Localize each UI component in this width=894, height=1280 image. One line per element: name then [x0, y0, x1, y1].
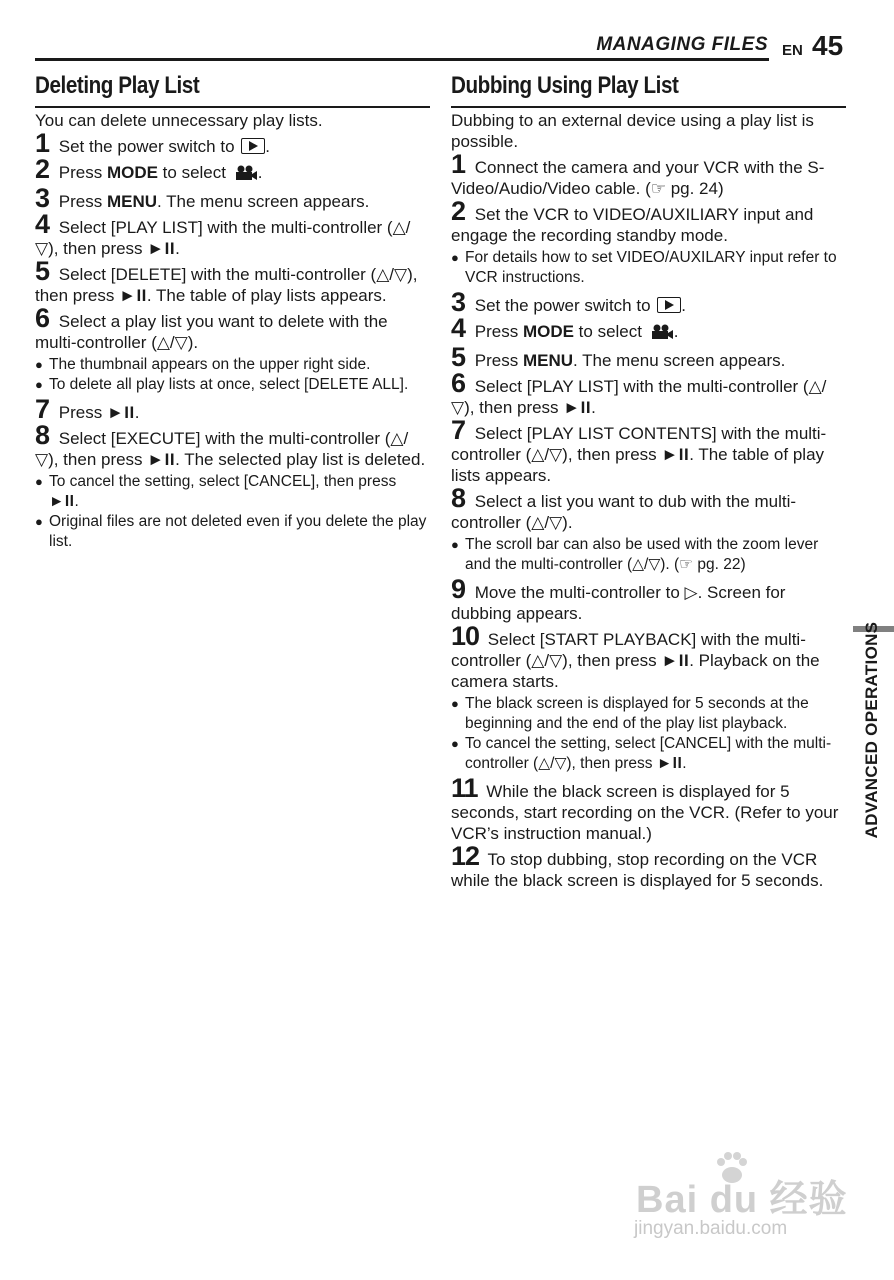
- step-text: Set the VCR to VIDEO/AUXILIARY input and engage the recording standby mode.: [451, 205, 814, 245]
- play-pause-icon: ►II: [563, 398, 592, 417]
- bullet-icon: ●: [35, 377, 43, 392]
- step-number: 11: [451, 773, 478, 803]
- column-title: Deleting Play List: [35, 72, 200, 99]
- step-text: Set the power switch to: [58, 137, 235, 156]
- step-2: [451, 196, 846, 246]
- step-number: 9: [451, 574, 467, 604]
- step-4: [451, 313, 846, 345]
- step-number: 4: [35, 209, 51, 239]
- step-text-end: .: [134, 403, 140, 422]
- menu-button-label: MENU: [106, 192, 158, 211]
- play-pause-icon: ►II: [49, 493, 75, 510]
- title-rule: [35, 106, 430, 108]
- step-number: 8: [451, 483, 467, 513]
- step-number: 3: [35, 183, 51, 213]
- menu-button-label: MENU: [522, 351, 574, 370]
- step-7: [35, 394, 430, 424]
- note-text: The scroll bar can also be used with the zoom lever and the multi-controller (△/▽). (☞ pg. 22): [465, 536, 819, 573]
- note-item: [451, 694, 846, 734]
- step-text: Select [PLAY LIST] with the multi-controller (△/▽), then press: [35, 218, 411, 258]
- step-number: 2: [451, 196, 467, 226]
- play-pause-icon: ►II: [147, 239, 176, 258]
- mode-button-label: MODE: [522, 322, 574, 341]
- watermark-url: jingyan.baidu.com: [634, 1218, 788, 1239]
- watermark-logo: Bai du 经验: [636, 1179, 848, 1221]
- step-text: Select [PLAY LIST] with the multi-controller (△/▽), then press: [451, 377, 827, 417]
- step-3: [451, 287, 846, 317]
- step-number: 4: [451, 313, 467, 343]
- step-11: [451, 773, 846, 844]
- note-item: [451, 734, 846, 774]
- step-text: Press: [474, 322, 523, 341]
- step-12: [451, 841, 846, 891]
- note-item: [35, 512, 430, 552]
- play-pause-icon: ►II: [656, 755, 683, 772]
- note-text-end: .: [74, 493, 79, 510]
- column-title: Dubbing Using Play List: [451, 72, 679, 99]
- step-7: [451, 415, 846, 486]
- step-number: 1: [451, 149, 467, 179]
- step-number: 5: [35, 256, 51, 286]
- step-text-mid: to select: [157, 163, 226, 182]
- note-text: The black screen is displayed for 5 seconds at the beginning and the end of the play list playback.: [465, 695, 809, 732]
- step-text: Set the power switch to: [474, 296, 651, 315]
- note-item: [451, 535, 846, 575]
- note-text: To cancel the setting, select [CANCEL], then press: [49, 473, 397, 490]
- play-mode-icon: [241, 138, 265, 154]
- play-pause-icon: ►II: [661, 445, 690, 464]
- step-text: Move the multi-controller to ▷. Screen for dubbing appears.: [451, 583, 786, 623]
- note-text: To delete all play lists at once, select [DELETE ALL].: [49, 376, 409, 393]
- step-text-end: . Playback on the camera starts.: [451, 651, 820, 691]
- step-text: Select [PLAY LIST CONTENTS] with the multi-controller (△/▽), then press: [451, 424, 827, 464]
- step-number: 6: [35, 303, 51, 333]
- play-pause-icon: ►II: [661, 651, 690, 670]
- language-code: EN: [782, 42, 803, 59]
- step-5: [451, 342, 846, 372]
- step-number: 10: [451, 621, 480, 651]
- play-pause-icon: ►II: [147, 450, 176, 469]
- title-rule: [451, 106, 846, 108]
- step-text-end: .: [591, 398, 596, 417]
- deleting-play-list-column: [35, 72, 430, 552]
- intro-text: Dubbing to an external device using a play list is possible.: [451, 111, 814, 151]
- note-text: For details how to set VIDEO/AUXILARY input refer to VCR instructions.: [465, 249, 837, 286]
- header-rule: [35, 58, 769, 61]
- step-text: To stop dubbing, stop recording on the VCR while the black screen is displayed for 5 seconds.: [451, 850, 824, 890]
- bullet-icon: ●: [451, 250, 459, 265]
- step-number: 1: [35, 128, 51, 158]
- step-text-end: . The table of play lists appears.: [146, 286, 387, 305]
- step-1: [451, 149, 846, 199]
- step-text: While the black screen is displayed for 5 seconds, start recording on the VCR. (Refer to your VCR’s instruction manual.): [451, 782, 839, 843]
- step-text: Select [DELETE] with the multi-controller (△/▽), then press: [35, 265, 418, 305]
- step-2: [35, 154, 430, 186]
- mode-button-label: MODE: [106, 163, 158, 182]
- step-10: [451, 621, 846, 692]
- step-number: 3: [451, 287, 467, 317]
- step-5: [35, 256, 430, 306]
- bullet-icon: ●: [35, 514, 43, 529]
- step-6: [35, 303, 430, 353]
- step-8: [451, 483, 846, 533]
- step-text: Press: [58, 192, 107, 211]
- step-text: Select [EXECUTE] with the multi-controller (△/▽), then press: [35, 429, 409, 469]
- video-camera-icon: [650, 324, 674, 345]
- step-text: Press: [58, 163, 107, 182]
- intro-text: You can delete unnecessary play lists.: [35, 111, 323, 130]
- note-item: [451, 248, 846, 288]
- step-4: [35, 209, 430, 259]
- step-8: [35, 420, 430, 470]
- step-9: [451, 574, 846, 624]
- step-number: 5: [451, 342, 467, 372]
- step-text: Press: [58, 403, 103, 422]
- bullet-icon: ●: [451, 696, 459, 711]
- note-item: [35, 375, 430, 395]
- step-text-end: . The selected play list is deleted.: [175, 450, 426, 469]
- side-tab-label: ADVANCED OPERATIONS: [862, 621, 881, 839]
- step-text-end: .: [673, 322, 679, 341]
- step-text: Select a list you want to dub with the multi-controller (△/▽).: [451, 492, 797, 532]
- step-text-end: .: [265, 137, 270, 156]
- step-number: 6: [451, 368, 467, 398]
- bullet-icon: ●: [451, 537, 459, 552]
- step-number: 12: [451, 841, 480, 871]
- note-item: [35, 472, 430, 512]
- step-number: 7: [451, 415, 467, 445]
- step-text: Connect the camera and your VCR with the S-Video/Audio/Video cable. (☞ pg. 24): [451, 158, 825, 198]
- step-text-end: . The menu screen appears.: [157, 192, 370, 211]
- step-text-end: . The menu screen appears.: [573, 351, 786, 370]
- note-text: The thumbnail appears on the upper right side.: [49, 356, 371, 373]
- bullet-icon: ●: [35, 357, 43, 372]
- step-number: 7: [35, 394, 51, 424]
- step-text-end: . The table of play lists appears.: [451, 445, 825, 485]
- bullet-icon: ●: [451, 736, 459, 751]
- note-text-end: .: [682, 755, 687, 772]
- step-text-mid: to select: [573, 322, 642, 341]
- step-number: 2: [35, 154, 51, 184]
- step-text-end: .: [175, 239, 180, 258]
- section-title: MANAGING FILES: [596, 34, 768, 55]
- step-6: [451, 368, 846, 418]
- step-text: Select a play list you want to delete with the multi-controller (△/▽).: [35, 312, 388, 352]
- step-text: Press: [474, 351, 523, 370]
- play-pause-icon: ►II: [106, 403, 135, 422]
- note-text: Original files are not deleted even if you delete the play list.: [49, 513, 427, 550]
- step-text: Select [START PLAYBACK] with the multi-controller (△/▽), then press: [451, 630, 806, 670]
- step-number: 8: [35, 420, 51, 450]
- play-mode-icon: [657, 297, 681, 313]
- step-1: [35, 128, 430, 158]
- step-3: [35, 183, 430, 213]
- video-camera-icon: [234, 165, 258, 186]
- page-number: 45: [812, 30, 844, 61]
- step-text-end: .: [681, 296, 686, 315]
- bullet-icon: ●: [35, 474, 43, 489]
- step-text-end: .: [257, 163, 263, 182]
- play-pause-icon: ►II: [119, 286, 147, 305]
- dubbing-play-list-column: [451, 72, 846, 893]
- note-item: [35, 355, 430, 375]
- note-text: To cancel the setting, select [CANCEL] with the multi-controller (△/▽), then press: [465, 735, 832, 772]
